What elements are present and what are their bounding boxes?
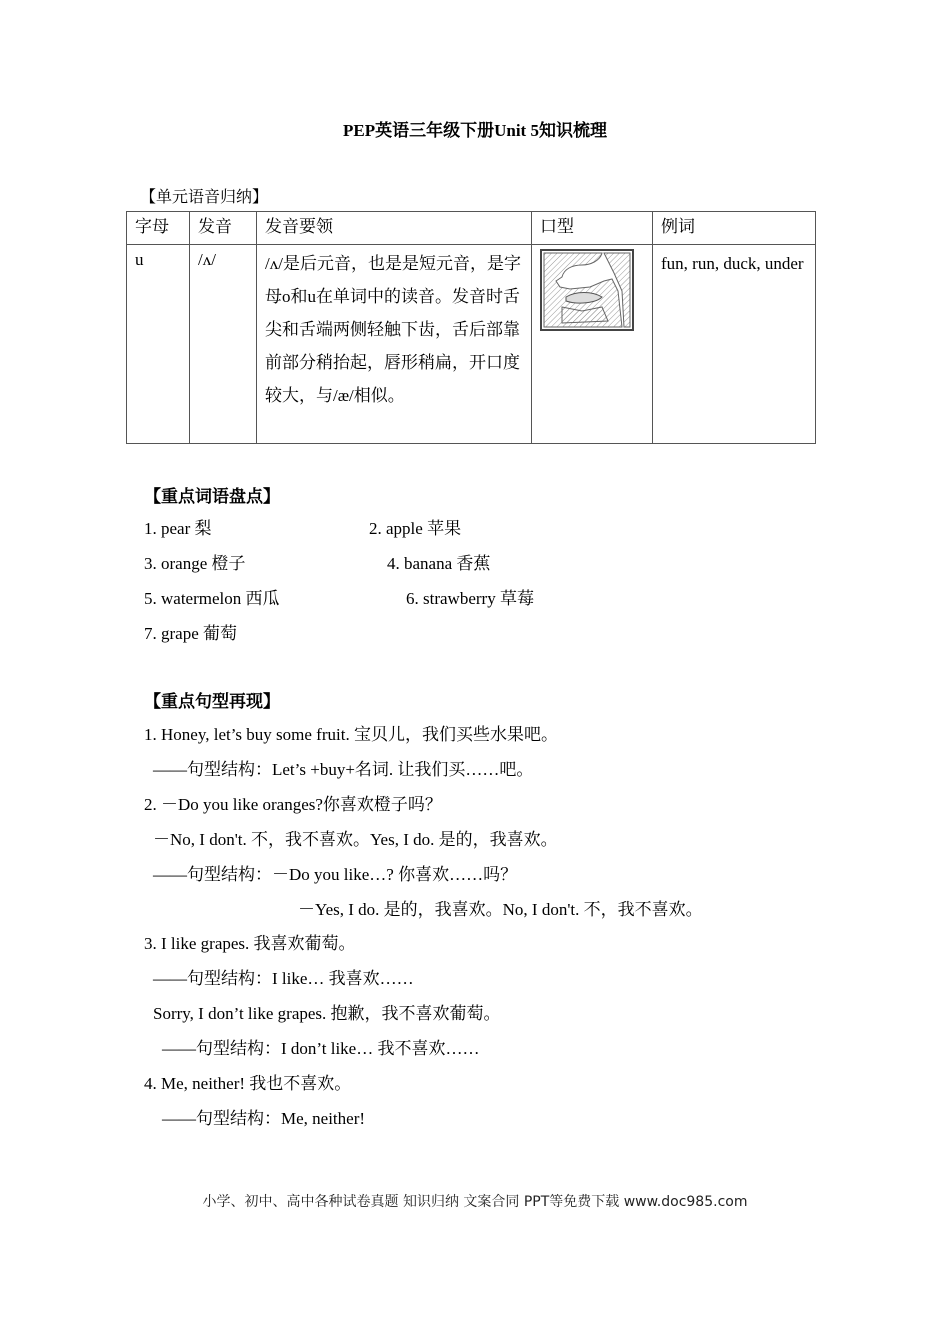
sentence-line: 1. Honey, let’s buy some fruit. 宝贝儿，我们买些水果吧。 [144, 725, 558, 744]
word-item: 6. strawberry 草莓 [406, 589, 534, 608]
phonics-table [126, 211, 816, 444]
sentence-line: ——句型结构：Me, neither! [162, 1109, 366, 1128]
sentence-line: －Yes, I do. 是的，我喜欢。No, I don't. 不，我不喜欢。 [298, 900, 703, 919]
sentence-line: ——句型结构：Let’s +buy+名词. 让我们买……吧。 [153, 760, 534, 779]
cell-sound: /ʌ/ [190, 245, 257, 444]
table-row [127, 245, 816, 444]
word-item: 3. orange 橙子 [144, 554, 246, 573]
page-footer: 小学、初中、高中各种试卷真题 知识归纳 文案合同 PPT等免费下载 www.doc985.com [202, 1194, 748, 1210]
word-item: 5. watermelon 西瓜 [144, 589, 280, 608]
word-item: 1. pear 梨 [144, 519, 212, 538]
sentence-line: Sorry, I don’t like grapes. 抱歉，我不喜欢葡萄。 [153, 1004, 501, 1023]
table-header-row [127, 212, 816, 245]
cell-mouth [532, 245, 653, 444]
sentence-line: 3. I like grapes. 我喜欢葡萄。 [144, 934, 356, 953]
sentence-line: 2. －Do you like oranges?你喜欢橙子吗？ [144, 795, 442, 814]
phonics-section-label: 【单元语音归纳】 [140, 189, 269, 206]
page-title: PEP英语三年级下册Unit 5知识梳理 [343, 121, 607, 140]
header-letter: 字母 [127, 212, 190, 245]
cell-examples: fun, run, duck, under [653, 245, 816, 444]
sentence-line: 4. Me, neither! 我也不喜欢。 [144, 1074, 352, 1093]
sentences-section-label: 【重点句型再现】 [144, 692, 280, 711]
mouth-shape-image [540, 249, 634, 331]
sentence-line: －No, I don't. 不，我不喜欢。Yes, I do. 是的，我喜欢。 [153, 830, 558, 849]
sentence-line: ——句型结构：－Do you like…? 你喜欢……吗？ [153, 865, 518, 884]
sentence-line: ——句型结构：I like… 我喜欢…… [153, 969, 414, 988]
cell-description: /ʌ/是后元音，也是是短元音，是字母o和u在单词中的读音。发音时舌尖和舌端两侧轻触下齿，舌后部靠前部分稍抬起，唇形稍扁，开口度较大，与/æ/相似。 [257, 245, 532, 444]
header-mouth: 口型 [532, 212, 653, 245]
word-item: 7. grape 葡萄 [144, 624, 238, 643]
word-item: 2. apple 苹果 [369, 519, 462, 538]
header-examples: 例词 [653, 212, 816, 245]
cell-letter: u [127, 245, 190, 444]
sentence-line: ——句型结构：I don’t like… 我不喜欢…… [162, 1039, 480, 1058]
header-tips: 发音要领 [257, 212, 532, 245]
word-item: 4. banana 香蕉 [387, 554, 491, 573]
header-sound: 发音 [190, 212, 257, 245]
words-section-label: 【重点词语盘点】 [144, 487, 280, 506]
